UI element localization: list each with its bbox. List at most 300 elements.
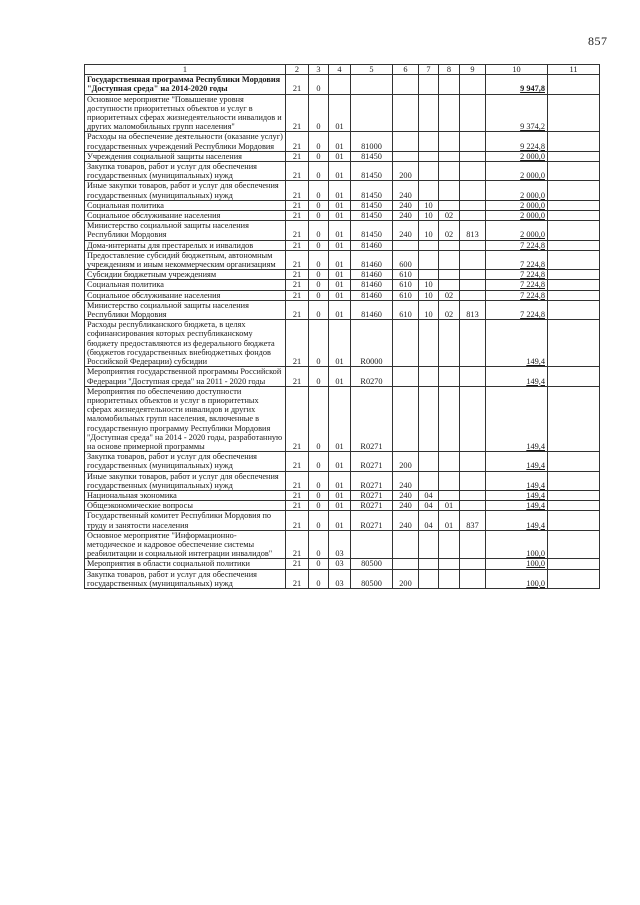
table-row — [85, 162, 600, 181]
empty-cell — [548, 569, 600, 588]
row-name-cell: Учреждения социальной защиты населения — [85, 151, 286, 161]
empty-cell — [548, 221, 600, 240]
table-row — [85, 471, 600, 490]
code-cell — [439, 386, 460, 451]
row-name-cell: Субсидии бюджетным учреждениям — [85, 270, 286, 280]
code-cell — [419, 240, 439, 250]
row-name-cell: Расходы республиканского бюджета, в целях софинансирования которых республиканскому бюджету предоставляются из федерального бюджета (бюджетов государственных внебюджетных фондов Российской Федерации) субсидии — [85, 320, 286, 367]
code-cell — [419, 452, 439, 471]
code-cell — [460, 280, 486, 290]
code-cell: 0 — [309, 300, 329, 319]
code-cell — [351, 94, 393, 132]
code-cell: 0 — [309, 559, 329, 569]
table-row — [85, 75, 600, 94]
code-cell: 01 — [329, 490, 351, 500]
column-header: 5 — [351, 65, 393, 75]
code-cell: 80500 — [351, 559, 393, 569]
code-cell: 03 — [329, 559, 351, 569]
code-cell: 21 — [286, 501, 309, 511]
code-cell: 04 — [419, 511, 439, 530]
code-cell: 813 — [460, 300, 486, 319]
code-cell — [439, 200, 460, 210]
column-header: 2 — [286, 65, 309, 75]
row-name-cell: Предоставление субсидий бюджетным, автономным учреждениям и иным некоммерческим организациям — [85, 250, 286, 269]
empty-cell — [548, 386, 600, 451]
code-cell: 81450 — [351, 162, 393, 181]
code-cell: 80500 — [351, 569, 393, 588]
code-cell: 21 — [286, 300, 309, 319]
code-cell: 0 — [309, 452, 329, 471]
code-cell: 10 — [419, 221, 439, 240]
code-cell — [393, 386, 419, 451]
code-cell: 01 — [329, 181, 351, 200]
code-cell — [393, 530, 419, 559]
code-cell — [393, 320, 419, 367]
code-cell — [419, 530, 439, 559]
code-cell: 01 — [329, 162, 351, 181]
code-cell: 03 — [329, 530, 351, 559]
code-cell — [393, 559, 419, 569]
amount-cell: 149,4 — [486, 320, 548, 367]
code-cell: 02 — [439, 290, 460, 300]
code-cell: 81460 — [351, 240, 393, 250]
code-cell: 01 — [329, 280, 351, 290]
code-cell — [460, 181, 486, 200]
row-name-cell: Государственная программа Республики Мордовия "Доступная среда" на 2014-2020 годы — [85, 75, 286, 94]
code-cell: 21 — [286, 280, 309, 290]
amount-cell: 7 224,8 — [486, 300, 548, 319]
code-cell — [419, 471, 439, 490]
code-cell — [439, 240, 460, 250]
empty-cell — [548, 162, 600, 181]
code-cell — [460, 452, 486, 471]
row-name-cell: Министерство социальной защиты населения Республики Мордовия — [85, 300, 286, 319]
code-cell: 610 — [393, 300, 419, 319]
row-name-cell: Мероприятия в области социальной политики — [85, 559, 286, 569]
code-cell: 0 — [309, 151, 329, 161]
code-cell — [460, 490, 486, 500]
table-row — [85, 569, 600, 588]
code-cell — [460, 290, 486, 300]
amount-cell: 2 000,0 — [486, 162, 548, 181]
table-row — [85, 559, 600, 569]
table-row — [85, 501, 600, 511]
column-header: 6 — [393, 65, 419, 75]
amount-cell: 2 000,0 — [486, 221, 548, 240]
code-cell — [439, 181, 460, 200]
code-cell: 21 — [286, 367, 309, 386]
amount-cell: 149,4 — [486, 490, 548, 500]
row-name-cell: Закупка товаров, работ и услуг для обеспечения государственных (муниципальных) нужд — [85, 569, 286, 588]
table-row — [85, 530, 600, 559]
table-row — [85, 250, 600, 269]
code-cell: 240 — [393, 501, 419, 511]
column-header: 9 — [460, 65, 486, 75]
table-row — [85, 200, 600, 210]
code-cell: 81000 — [351, 132, 393, 151]
empty-cell — [548, 211, 600, 221]
code-cell: 81450 — [351, 200, 393, 210]
code-cell: 21 — [286, 181, 309, 200]
amount-cell: 2 000,0 — [486, 181, 548, 200]
code-cell: 610 — [393, 280, 419, 290]
page-number: 857 — [588, 34, 608, 48]
code-cell — [439, 132, 460, 151]
code-cell: 21 — [286, 221, 309, 240]
code-cell: 81450 — [351, 151, 393, 161]
empty-cell — [548, 320, 600, 367]
code-cell: 0 — [309, 386, 329, 451]
code-cell: 21 — [286, 75, 309, 94]
table-header-row — [85, 65, 600, 75]
code-cell: 610 — [393, 290, 419, 300]
code-cell: 0 — [309, 280, 329, 290]
code-cell — [460, 386, 486, 451]
row-name-cell: Основное мероприятие "Информационно-методическое и кадровое обеспечение системы реабилитации и социальной интеграции инвалидов" — [85, 530, 286, 559]
code-cell: 0 — [309, 511, 329, 530]
code-cell: 21 — [286, 569, 309, 588]
code-cell — [419, 151, 439, 161]
table-row — [85, 181, 600, 200]
code-cell: 02 — [439, 211, 460, 221]
code-cell: 21 — [286, 94, 309, 132]
table-row — [85, 240, 600, 250]
code-cell — [351, 530, 393, 559]
amount-cell: 2 000,0 — [486, 211, 548, 221]
code-cell: 01 — [439, 501, 460, 511]
table-row — [85, 320, 600, 367]
row-name-cell: Социальная политика — [85, 280, 286, 290]
code-cell: 0 — [309, 75, 329, 94]
code-cell: 02 — [439, 221, 460, 240]
code-cell — [439, 162, 460, 181]
code-cell: 10 — [419, 300, 439, 319]
code-cell — [419, 162, 439, 181]
code-cell: 21 — [286, 240, 309, 250]
code-cell: 81450 — [351, 221, 393, 240]
amount-cell: 149,4 — [486, 511, 548, 530]
code-cell: 01 — [329, 511, 351, 530]
amount-cell: 7 224,8 — [486, 270, 548, 280]
code-cell: 0 — [309, 290, 329, 300]
code-cell — [439, 452, 460, 471]
empty-cell — [548, 290, 600, 300]
code-cell: 240 — [393, 490, 419, 500]
code-cell: 81460 — [351, 270, 393, 280]
code-cell: 01 — [329, 132, 351, 151]
code-cell — [419, 250, 439, 269]
row-name-cell: Социальная политика — [85, 200, 286, 210]
amount-cell: 149,4 — [486, 386, 548, 451]
code-cell: 01 — [329, 94, 351, 132]
code-cell: 03 — [329, 569, 351, 588]
code-cell: 01 — [329, 221, 351, 240]
code-cell — [460, 151, 486, 161]
amount-cell: 7 224,8 — [486, 240, 548, 250]
row-name-cell: Национальная экономика — [85, 490, 286, 500]
code-cell — [393, 75, 419, 94]
row-name-cell: Социальное обслуживание населения — [85, 211, 286, 221]
code-cell — [460, 240, 486, 250]
table-body — [85, 75, 600, 589]
code-cell: R0271 — [351, 452, 393, 471]
empty-cell — [548, 181, 600, 200]
code-cell: 10 — [419, 211, 439, 221]
code-cell — [419, 94, 439, 132]
row-name-cell: Дома-интернаты для престарелых и инвалидов — [85, 240, 286, 250]
code-cell: 21 — [286, 162, 309, 181]
amount-cell: 9 374,2 — [486, 94, 548, 132]
code-cell — [419, 132, 439, 151]
code-cell: 21 — [286, 386, 309, 451]
table-row — [85, 221, 600, 240]
budget-table — [84, 64, 600, 589]
amount-cell: 100,0 — [486, 559, 548, 569]
code-cell: 01 — [329, 240, 351, 250]
table-row — [85, 270, 600, 280]
amount-cell: 7 224,8 — [486, 280, 548, 290]
amount-cell: 149,4 — [486, 367, 548, 386]
code-cell — [419, 270, 439, 280]
empty-cell — [548, 300, 600, 319]
code-cell — [439, 367, 460, 386]
empty-cell — [548, 530, 600, 559]
code-cell — [460, 320, 486, 367]
code-cell: 01 — [329, 250, 351, 269]
code-cell: 0 — [309, 221, 329, 240]
code-cell: 240 — [393, 211, 419, 221]
table-row — [85, 290, 600, 300]
code-cell: 01 — [329, 270, 351, 280]
code-cell — [351, 75, 393, 94]
empty-cell — [548, 240, 600, 250]
code-cell — [460, 559, 486, 569]
table-row — [85, 300, 600, 319]
empty-cell — [548, 151, 600, 161]
code-cell — [439, 75, 460, 94]
table-row — [85, 367, 600, 386]
code-cell — [393, 151, 419, 161]
table-row — [85, 151, 600, 161]
row-name-cell: Закупка товаров, работ и услуг для обеспечения государственных (муниципальных) нужд — [85, 452, 286, 471]
code-cell: R0271 — [351, 386, 393, 451]
code-cell — [439, 151, 460, 161]
code-cell: 21 — [286, 490, 309, 500]
code-cell: 0 — [309, 367, 329, 386]
empty-cell — [548, 270, 600, 280]
code-cell: 200 — [393, 569, 419, 588]
code-cell: 01 — [329, 211, 351, 221]
amount-cell: 100,0 — [486, 530, 548, 559]
code-cell: 0 — [309, 200, 329, 210]
code-cell — [393, 367, 419, 386]
code-cell: 10 — [419, 200, 439, 210]
row-name-cell: Общеэкономические вопросы — [85, 501, 286, 511]
code-cell: 240 — [393, 471, 419, 490]
column-header: 11 — [548, 65, 600, 75]
code-cell: 01 — [329, 320, 351, 367]
code-cell: 240 — [393, 221, 419, 240]
code-cell — [460, 530, 486, 559]
code-cell: 21 — [286, 511, 309, 530]
code-cell — [460, 270, 486, 280]
code-cell: 0 — [309, 94, 329, 132]
amount-cell: 2 000,0 — [486, 200, 548, 210]
code-cell — [419, 181, 439, 200]
empty-cell — [548, 452, 600, 471]
code-cell — [419, 559, 439, 569]
code-cell — [439, 250, 460, 269]
table-row — [85, 511, 600, 530]
code-cell: 0 — [309, 250, 329, 269]
code-cell — [460, 250, 486, 269]
code-cell: 600 — [393, 250, 419, 269]
code-cell — [460, 75, 486, 94]
empty-cell — [548, 250, 600, 269]
code-cell: 240 — [393, 200, 419, 210]
row-name-cell: Мероприятия по обеспечению доступности приоритетных объектов и услуг в приоритетных сферах жизнедеятельности инвалидов и других маломобильных групп населения, включенные в государственную программу Республики Мордовия "Доступная среда" на 2014 - 2020 годы, разработанную на основе примерной программы — [85, 386, 286, 451]
code-cell: 10 — [419, 280, 439, 290]
code-cell — [419, 386, 439, 451]
code-cell: 01 — [329, 386, 351, 451]
code-cell — [393, 240, 419, 250]
code-cell: 04 — [419, 490, 439, 500]
column-header: 8 — [439, 65, 460, 75]
table-row — [85, 386, 600, 451]
code-cell: 21 — [286, 471, 309, 490]
code-cell: 01 — [329, 367, 351, 386]
empty-cell — [548, 94, 600, 132]
code-cell: 21 — [286, 320, 309, 367]
amount-cell: 9 224,8 — [486, 132, 548, 151]
code-cell: R0000 — [351, 320, 393, 367]
code-cell — [393, 94, 419, 132]
empty-cell — [548, 490, 600, 500]
empty-cell — [548, 75, 600, 94]
code-cell: 610 — [393, 270, 419, 280]
table-row — [85, 490, 600, 500]
code-cell — [460, 132, 486, 151]
empty-cell — [548, 511, 600, 530]
amount-cell: 149,4 — [486, 452, 548, 471]
code-cell: R0271 — [351, 501, 393, 511]
code-cell: 240 — [393, 511, 419, 530]
code-cell: 01 — [329, 501, 351, 511]
code-cell — [419, 75, 439, 94]
empty-cell — [548, 280, 600, 290]
code-cell — [419, 569, 439, 588]
table-row — [85, 211, 600, 221]
code-cell — [329, 75, 351, 94]
code-cell: 0 — [309, 162, 329, 181]
code-cell: 21 — [286, 211, 309, 221]
empty-cell — [548, 200, 600, 210]
table-row — [85, 132, 600, 151]
code-cell: 21 — [286, 250, 309, 269]
code-cell: 01 — [329, 471, 351, 490]
code-cell: 0 — [309, 320, 329, 367]
code-cell: 04 — [419, 501, 439, 511]
code-cell — [460, 471, 486, 490]
code-cell — [439, 569, 460, 588]
row-name-cell: Государственный комитет Республики Мордовия по труду и занятости населения — [85, 511, 286, 530]
code-cell — [460, 367, 486, 386]
code-cell — [439, 559, 460, 569]
code-cell: 813 — [460, 221, 486, 240]
code-cell: 81450 — [351, 181, 393, 200]
code-cell — [439, 530, 460, 559]
table-row — [85, 94, 600, 132]
code-cell: 0 — [309, 132, 329, 151]
code-cell: 02 — [439, 300, 460, 319]
code-cell — [460, 501, 486, 511]
code-cell — [460, 211, 486, 221]
empty-cell — [548, 559, 600, 569]
code-cell: 21 — [286, 452, 309, 471]
code-cell: 21 — [286, 200, 309, 210]
code-cell: 81460 — [351, 280, 393, 290]
column-header: 1 — [85, 65, 286, 75]
code-cell: R0271 — [351, 471, 393, 490]
row-name-cell: Иные закупки товаров, работ и услуг для обеспечения государственных (муниципальных) нужд — [85, 471, 286, 490]
empty-cell — [548, 501, 600, 511]
table-row — [85, 452, 600, 471]
code-cell: 10 — [419, 290, 439, 300]
row-name-cell: Мероприятия государственной программы Российской Федерации "Доступная среда" на 2011 - 2020 годы — [85, 367, 286, 386]
code-cell — [460, 94, 486, 132]
row-name-cell: Иные закупки товаров, работ и услуг для обеспечения государственных (муниципальных) нужд — [85, 181, 286, 200]
code-cell: 01 — [329, 452, 351, 471]
code-cell: 81450 — [351, 211, 393, 221]
code-cell: 200 — [393, 162, 419, 181]
code-cell — [460, 162, 486, 181]
code-cell: 0 — [309, 270, 329, 280]
code-cell — [439, 471, 460, 490]
code-cell — [460, 569, 486, 588]
code-cell — [439, 270, 460, 280]
code-cell: R0271 — [351, 511, 393, 530]
code-cell: 0 — [309, 569, 329, 588]
code-cell — [419, 320, 439, 367]
column-header: 3 — [309, 65, 329, 75]
row-name-cell: Министерство социальной защиты населения Республики Мордовия — [85, 221, 286, 240]
column-header: 10 — [486, 65, 548, 75]
code-cell: 0 — [309, 240, 329, 250]
code-cell: 0 — [309, 181, 329, 200]
code-cell — [439, 94, 460, 132]
row-name-cell: Социальное обслуживание населения — [85, 290, 286, 300]
amount-cell: 100,0 — [486, 569, 548, 588]
amount-cell: 149,4 — [486, 471, 548, 490]
code-cell: 01 — [439, 511, 460, 530]
code-cell: 01 — [329, 200, 351, 210]
code-cell: 01 — [329, 290, 351, 300]
code-cell: 81460 — [351, 290, 393, 300]
code-cell: 21 — [286, 290, 309, 300]
code-cell: 81460 — [351, 250, 393, 269]
code-cell — [419, 367, 439, 386]
code-cell: 240 — [393, 181, 419, 200]
code-cell: 0 — [309, 501, 329, 511]
code-cell: 21 — [286, 151, 309, 161]
amount-cell: 2 000,0 — [486, 151, 548, 161]
code-cell — [439, 280, 460, 290]
code-cell: 200 — [393, 452, 419, 471]
row-name-cell: Расходы на обеспечение деятельности (оказание услуг) государственных учреждений Республики Мордовия — [85, 132, 286, 151]
code-cell: R0270 — [351, 367, 393, 386]
code-cell: 837 — [460, 511, 486, 530]
empty-cell — [548, 367, 600, 386]
